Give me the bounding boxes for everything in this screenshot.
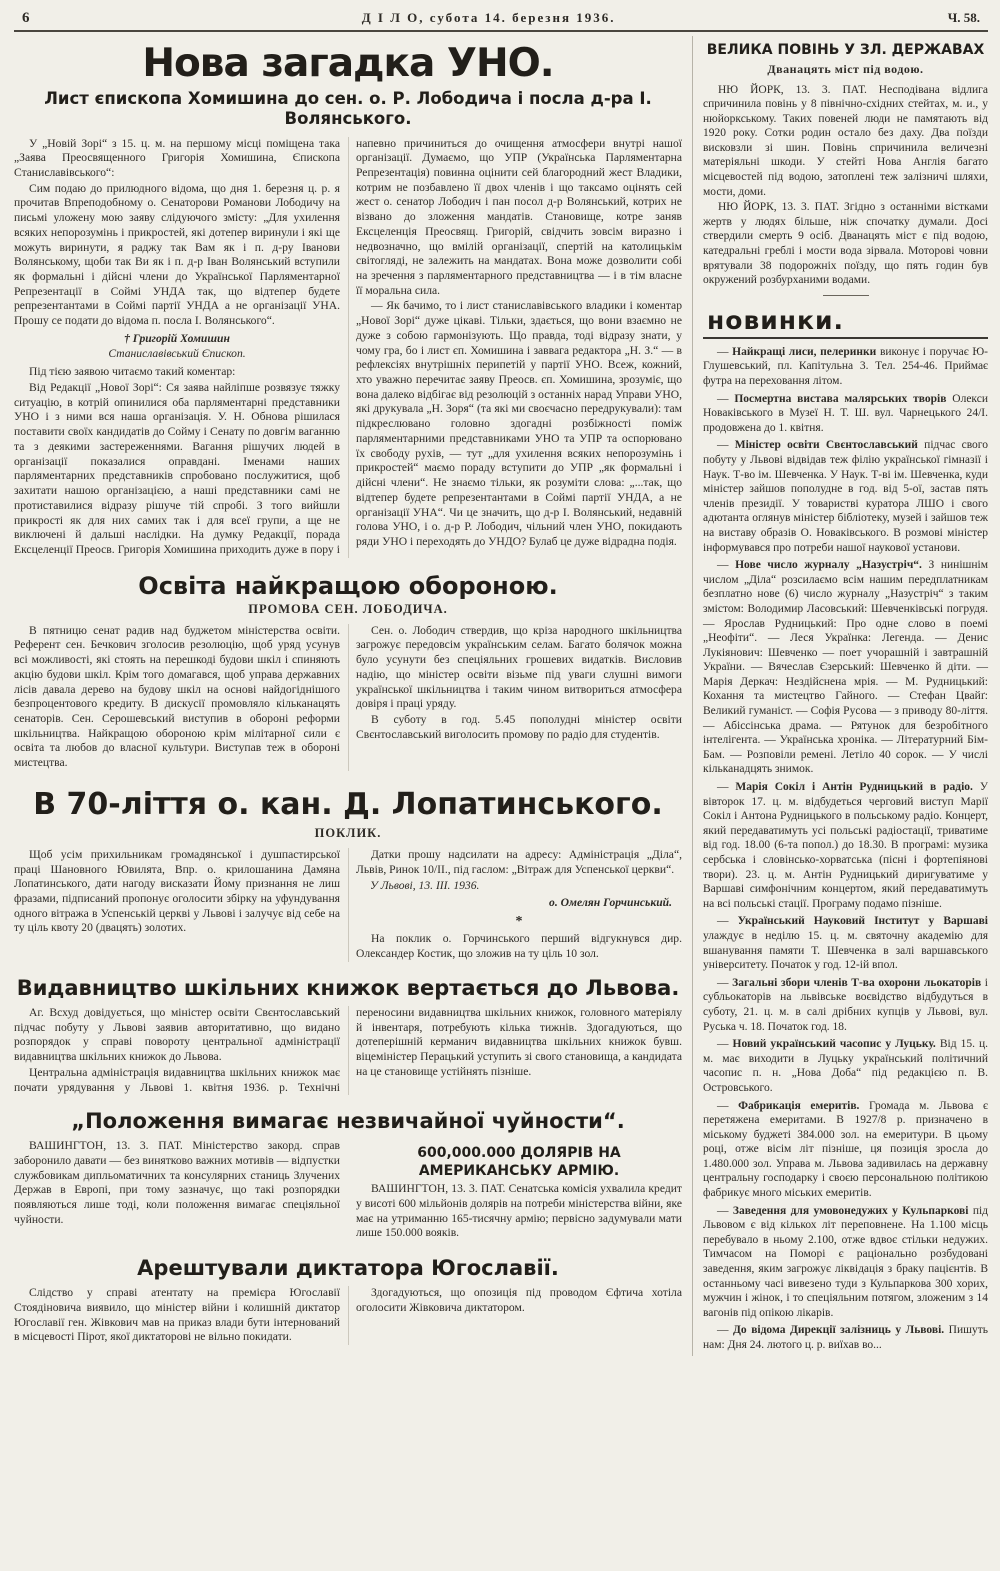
article-doliari-armiia xyxy=(356,1139,682,1242)
article-osvita-oboronoiu xyxy=(14,572,682,771)
right-column xyxy=(693,36,988,1356)
news-item-lead: Найкращі лиси, пелеринки xyxy=(732,345,877,358)
star-divider: * xyxy=(515,913,523,929)
masthead xyxy=(14,8,988,32)
headline-lopatynskyi: В 70-ліття о. кан. Д. Лопатинського. xyxy=(33,786,663,822)
page-number: 6 xyxy=(22,10,30,26)
news-item: — Марія Сокіл і Антін Рудницький в радіо. У вівторок 17. ц. м. відбудеться черговий виступ Марії Сокіл і Антона Рудницького в польському радіо. Концерт, який передаватимуть усі польські радіостації, триватиме від год. 18.00 (6-та попол.) до 18.30. В програмі: музика сербська і словінсько-хорватська (пісні і фортепіянові твори). 23. ц. м. Антін Рудницький диригуватиме у Варшаві симфонічним концертом, який передаватимуть на всі польські стації. Програму подамо пізніше. xyxy=(703,781,988,910)
two-column-row xyxy=(14,1139,682,1242)
paragraph-group xyxy=(14,1286,682,1345)
dateline: У Львові, 13. ІІІ. 1936. xyxy=(370,879,480,893)
news-item-lead: Фабрикація емеритів. xyxy=(738,1099,860,1112)
news-item-lead: Марія Сокіл і Антін Рудницький в радіо. xyxy=(735,781,973,794)
paragraph: НЮ ЙОРК, 13. 3. ПАТ. Несподівана відлига спричинила повінь у 8 північно-східних стейтах, м. и., у нюйоркському. Таких повеней люди не памятають від 1920 року. Сотки родин остало без даху. Два поїзди висковзли зі шин. Повінь спричинила величезні матеріяльні шкоди. У стейті Нова Англія багато місцевостей під водою, затоплені теж залізничі шляхи, мости, доми. xyxy=(703,83,988,198)
news-item: — Фабрикація емеритів. Громада м. Львова є перетяжена емеритами. В 1927/8 р. призначено в міському буджеті 384.000 зол. на емеритури. В цьому році, отже вісім літ пізніше, ця позиція зросла до 1.480.000 зол. Управа м. Львова задивилась на державну центральну господарку і своєю персональною політикою фабрикує много міських емеритів. xyxy=(703,1099,988,1200)
paragraph: ВАШИНГТОН, 13. 3. ПАТ. Сенатська комісія ухвалила кредит у висоті 600 мільйонів долярів на потреби міністерства війни, яке має на утриманню 165-тисячну армію; первісно задумували мати лише 150.000 вояків. xyxy=(356,1182,682,1240)
news-item-lead: Нове число журналу „Назустріч“. xyxy=(735,559,922,572)
news-item-lead: До відома Дирекції залізниць у Львові. xyxy=(733,1324,945,1337)
article-body xyxy=(14,1006,682,1095)
paragraph: Сен. о. Лободич ствердив, що кріза народного шкільництва загрожує передовсім українським селам. Багато болячок можна було усунути без спеціяльних грошевих видатків. Висловив надію, що міністер освіти візьме під уваги слушні вимоги української шкільництва і таким чином витвориться атмосфера довіря і праці уряду. xyxy=(356,623,682,711)
article-areshtuvaly-dyktatora xyxy=(14,1256,682,1345)
article-body xyxy=(14,1286,682,1345)
headline-novynky: новинки. xyxy=(703,306,988,339)
headline-nova-zahadka-uno: Нова загадка УНО. xyxy=(142,41,554,86)
paragraph: В пятницю сенат радив над буджетом міністерства освіти. Референт сен. Бечкович зголосив резолюцію, щоб уряд усунув всі можливості, які стоять на перешкоді будови шкіл і спиняють акцію будови шкіл. Крім того домагався, щоб управа державних лісів давала дерево на будову шкіл на основі найдогіднішого безпроцентового кредиту. В дискусії промовляло кільканацять сенаторів. Сен. Серошевський виступив в обороні реформи шкільництва. Найкращою обороною крім мілітарної сили є освіта та любов до власної культури. Виступав теж в обороні мистецтва. xyxy=(14,623,340,770)
paragraph: — Як бачимо, то і лист станиславівського владики і коментар „Нової Зорі“ дуже цікаві. Тільки, здається, що вони взаємно не дуже з собою гармонізують. Що правда, тоді відразу знати, у чому гра, бо і лист єп. Хомишина і заввага редактора „Н. З.“ — в рефлексіях внутрішніх перипетій у партії УНО. Всеж, кожний, хто уважно перечитає заяву Преосв. єп. Хомишина, зрозуміє, що вона далеко відбігає від резолюцій з останніх нарад Управи УНО, які друкувала „Н. Зоря“ (та які ми своєчасно передрукували): там підкреслювано головно здогадні розбіжності поміж парляментарними представниками УНО та УПР та оспорювано їх свободу рухів, — тут „для ухилення всяких непорозумінь і прикростей“ маємо пораду вступити до УПР „як формальні і дійсні члени“. Не знаємо тільки, як розуміти слова: „...так, що відтепер будете репрезентантами в Соймі партії УНДА, а не організації УНА“. Чи це значить, що д-р І. Волянський, недавній голова УНО, і о. д-р Р. Лободич, чільний член УНО, покидають ряди УНО і переходять до УНДО? Булаб це дуже відрадна подія. xyxy=(356,299,682,548)
main-column-area xyxy=(14,36,693,1356)
news-item: — Український Науковий Інститут у Варшаві улаждує в неділю 15. ц. м. святочну академію для вшанування памяти Т. Шевченка в залі варшавського університету. Початок у год. 12-ій впол. xyxy=(703,915,988,972)
subheadline-povin: Дванацять міст під водою. xyxy=(767,61,924,76)
article-polozhennia-chuinosty xyxy=(14,1109,682,1242)
paragraph-group xyxy=(14,1006,682,1095)
paragraph: Здогадуються, що опозиція під проводом Єфтича хотіла оголосити Жівковича диктатором. xyxy=(356,1286,682,1314)
paragraph: Слідство у справі атентату на премієра Югославії Стоядіновича виявило, що міністер війни і колишній диктатор Югославії ген. Жівкович мав на приказ влади бути інтернований в місцевості Пірот, якої диктаторові не вільно покидати. xyxy=(14,1286,340,1344)
news-brief-list xyxy=(703,345,988,1353)
paragraph: ВАШИНГТОН, 13. 3. ПАТ. Міністерство закорд. справ заборонило давати — без винятково важних мотивів — відпустки службовикам дипльоматичних та консулярних станиць Злучених Держав в Европі, при тому зазначує, що такі розпорядки появляються лише тоді, коли положення вимагає спеціяльної чуйности. xyxy=(14,1139,340,1226)
headline-povin: ВЕЛИКА ПОВІНЬ У ЗЛ. ДЕРЖАВАХ xyxy=(706,42,985,58)
paragraph: У „Новій Зорі“ з 15. ц. м. на першому місці поміщена така „Заява Преосвященного Григорія Хомишина, Єпископа Станиславівського“: xyxy=(14,136,340,179)
news-item: — Заведення для умовонедужих у Кульпаркові під Львовом є від кількох літ переповнене. На 1.100 місць перебувало в ньому 2.100, отже вдвоє стільки недужих. Тимчасом на Поморі є раціонально розбудовані заведення, яким загрожує ліквідація з браку пацієнтів. В останньому часі вивезено туди з Кульпаркова 300 хорих, мужчин і жінок, і то спеціяльним потягом, зложеним з 14 вагонів під опікою лікарів. xyxy=(703,1204,989,1319)
news-item: — Посмертна вистава малярських творів Олекси Новаківського в Музеї Н. Т. Ш. вул. Чарнецького 24/І. продовжена до 1. квітня. xyxy=(703,392,988,434)
section-novynky xyxy=(703,306,988,1353)
paragraph: Датки прошу надсилати на адресу: Адміністрація „Діла“, Львів, Ринок 10/ІІ., під гаслом: „Вітраж для Успенської церкви“. xyxy=(356,847,682,876)
paragraph-group xyxy=(356,932,682,961)
news-item: — Нове число журналу „Назустріч“. З нинішнім числом „Діла“ розсилаємо всім нашим передплатникам безплатно нове (6) число журналу „Назустріч“ з таким змістом: Володимир Ласовський: Шевченківські погрудя. — Ярослав Рудницький: Про одне слово в поемі „Неофіти“. — Леся Українка: Легенда. — Денис Лукіянович: Шевченко — поет учорашній і завтрашній України. — Вячеслав Єзерський: Шевченко й діти. — Марія Деркач: Нездійснена мрія. — М. Рудницький: Кохання та мистецтво Гайного. — Стефан Цвайґ: Великий гуманіст. — Софія Русова — з приводу 80-ліття. — Абіссінська драма. — Рятунок для безробітного інтелігента. — Українська хроніка. — Літературний Бім-Бам. — Розповіли ремені. Летіло 40 сорок. — У числі кільканадцять знимок. xyxy=(703,559,988,776)
subheadline-nova-zahadka-uno: Лист єпископа Хомишина до сен. о. Р. Лободича і посла д-ра І. Волянського. xyxy=(44,88,652,128)
headline-osvita: Освіта найкращою обороною. xyxy=(138,571,558,600)
news-item: — До відома Дирекції залізниць у Львові. Пишуть нам: Дня 24. лютого ц. р. виїхав во... xyxy=(703,1324,989,1351)
issue-number: Ч. 58. xyxy=(947,10,980,25)
news-item-lead: Новий український часопис у Луцьку. xyxy=(732,1038,936,1051)
news-item-lead: Український Науковий Інститут у Варшаві xyxy=(737,915,988,928)
news-item-lead: Заведення для умовонедужих у Кульпаркові xyxy=(732,1204,969,1217)
news-item-lead: Міністер освіти Свєнтославський xyxy=(734,439,918,452)
paragraph: Сим подаю до прилюдного відома, що дня 1. березня ц. р. я прочитав Впреподобному о. Сенаторови Романови Лободичу на письмі уложену мою заяву слідуючого змісту: „Для ухилення всяких непорозумінь і прикростей, які дотепер виринули і які ще можуть виринути, я раджу так Вам як і п. д-ру Іванови Волянському, щоби так Ви як і п. д-р Іван Волянський вступили як формальні і дійсні члени до Української Парляментарної Репрезентації в Соймі УНДА так, що відтепер будете репрезентантами в Соймі партії УНДА а не організації УНА. Прошу се подати до відома п. посла І. Волянського“. xyxy=(14,181,340,328)
news-item: — Найкращі лиси, пелеринки виконує і поручає Ю-Глушевський, пл. Капітульна 3. Тел. 254-46. Приймає футра на переховання літом. xyxy=(703,345,988,387)
news-item: — Новий український часопис у Луцьку. Від 15. ц. м. має виходити в Луцьку український політичний часопис п. н. „Нова Доба“ під редакцією п. В. Островського. xyxy=(703,1038,988,1094)
paragraph: На поклик о. Горчинського перший відгукнувся дир. Олександер Костик, що зложив на ту ціль 10 зол. xyxy=(356,932,682,961)
news-item: — Міністер освіти Свєнтославський підчас свого побуту у Львові відвідав теж філію української гімназії і Наук. Т-во ім. Шевченка. У Наук. Т-ві ім. Шевченка, куди міністер зайшов пополудне в год. від 5-ої, застав пять членів президії. У товаристві куратора ЛШО і свого адютанта оглянув міністер бібліотеку, музей і зайшов теж на виставу образів О. Новаківського. В розмові міністер інформувався про потреби нашої наукової установи. xyxy=(703,439,988,554)
section-divider xyxy=(823,295,869,296)
article-body xyxy=(14,848,682,962)
paragraph: Центральна адміністрація видавництва шкільних книжок має почати урядування у Львові 1. квітня 1936. р. Технічні переносини видавництва шкільних книжок, головного матеріялу й інвентаря, потребують кілька тижнів. Здогадуються, що дотеперішній керманич видавництва шкільних книжок бувш. віцеміністер Перацький уступить зі свого становища, а кандидата на це становище устійнять пізніше. xyxy=(14,1005,682,1094)
signature-title: Станиславівський Єпископ. xyxy=(108,346,246,360)
signature-name: † Григорій Хомишин xyxy=(124,331,230,345)
article-vydavnytstvo-knyzhok xyxy=(14,976,682,1095)
paragraph: НЮ ЙОРК, 13. 3. ПАТ. Згідно з останніми вістками жертв у людях більше, ніж спочатку думали. Досі ствердили смерть 9 осіб. Дванацять міст є під водою, катедральні греблі і мости вода зірвала. Моторові човни врятували 38 подорожніх поїзду, що пять годин був окружений розбурханими водами. xyxy=(703,201,988,287)
polozhennia-body xyxy=(14,1139,340,1242)
news-item-lead: Посмертна вистава малярських творів xyxy=(734,392,947,405)
doliari-body xyxy=(356,1182,682,1241)
article-body xyxy=(703,83,988,288)
article-body xyxy=(14,137,682,558)
headline-areshtuvaly: Арештували диктатора Югославії. xyxy=(137,1256,559,1281)
kicker-osvita: ПРОМОВА СЕН. ЛОБОДИЧА. xyxy=(248,601,448,616)
headline-polozhennia: „Положення вимагає незвичайної чуйности“. xyxy=(71,1109,625,1134)
paragraph: В суботу в год. 5.45 пополудні міністер освіти Свєнтославський виголосить промову по радіо для студентів. xyxy=(356,712,682,741)
paragraph-group xyxy=(14,137,340,329)
paragraph-group xyxy=(14,624,682,771)
news-item-lead: Загальні збори членів Т-ва охорони льокаторів xyxy=(732,976,982,989)
paper-title-date: Д І Л О, субота 14. березня 1936. xyxy=(361,10,616,25)
article-nova-zahadka-uno xyxy=(14,41,682,558)
paragraph: Аг. Всхуд довідується, що міністер освіти Свєнтославський підчас побуту у Львові заявив авторитативно, що видано розпорядок у справі повороту центральної адміністрації видавництва шкільних книжок до Львова. xyxy=(14,1005,340,1064)
headline-doliari: 600,000.000 ДОЛЯРІВ НА АМЕРИКАНСЬКУ АРМІЮ. xyxy=(417,1145,621,1179)
paragraph: Від Редакції „Нової Зорі“: Ся заява найліпше розвязує тяжку ситуацію, в котрій опинилися оба парляментарні представники УНО і з ними вся наша організація. У. Н. Обнова рішилася поставити своїх кандидатів до Сойму і Сенату по довгім ваганню та з деякими застереженнями. Вагання рішучих людей в організації показалися оправдані. Іменами наших парляментарних представників спробовано послужитися, щоб захитати нашою організацією, а наші представники самі не протиставилися відразу рішуче тій спробі. З того вийшли прикрості як для них самих так і для всеї групи, а ще не виключені й дальші наслідки. На думку Редакції, порада Ексцеленції Преосв. Григорія Хомишина приходить дуже в пору і напевно причиниться до очищення атмосфери внутрі нашої організації. Думаємо, що УПР (Українська Парляментарна Репрезентація) повинна оцінити сей благородний жест Владики, котрим не позбавлено її двох членів і що таксамо оцінять сей жест о. сенатор Лободич і пан посол д-р Волянський, котрих не візвано до зложення мандатів. Становище, котре заняв Ексцеленція Преосвящ. Григорій, свідчить зовсім виразно і недвозначно, що вмілій організації, спертій на католицькім світогляді, не залежить на мандатах. Вона може дозволити собі на зречення з парляментарного представництва — і в тім власне її моральна сила. xyxy=(14,136,682,556)
paragraph: Під тією заявою читаємо такий коментар: xyxy=(29,365,236,379)
paragraph: Щоб усім прихильникам громадянської і душпастирської праці Шановного Ювилята, Впр. о. крилошанина Дамяна Лопатинського, дати нагоду висказати Йому признання не лиш фразами, підписаний пропонує оголосити збірку на уфундування одного вітража в Успенській церкві у Львові і залучує від себе на ту ціль квоту 20 (двацять) золотих. xyxy=(14,847,340,935)
headline-vydavnytstvo: Видавництво шкільних книжок вертається до Львова. xyxy=(16,975,680,1000)
article-body xyxy=(14,624,682,771)
article-velyka-povin xyxy=(703,42,988,288)
news-item: — Загальні збори членів Т-ва охорони льокаторів і субльокаторів на львівське воєвідство відбудуться в суботу, 21. ц. м. в салі дрібних купців у Львові, вул. Руська ч. 18. Початок год. 18. xyxy=(703,976,988,1033)
kicker-poklyk: ПОКЛИК. xyxy=(314,825,382,840)
page-content xyxy=(14,36,988,1356)
article-lopatynskyi-70-littia xyxy=(14,787,682,962)
signature-horchynskyi: о. Омелян Горчинський. xyxy=(549,896,672,909)
